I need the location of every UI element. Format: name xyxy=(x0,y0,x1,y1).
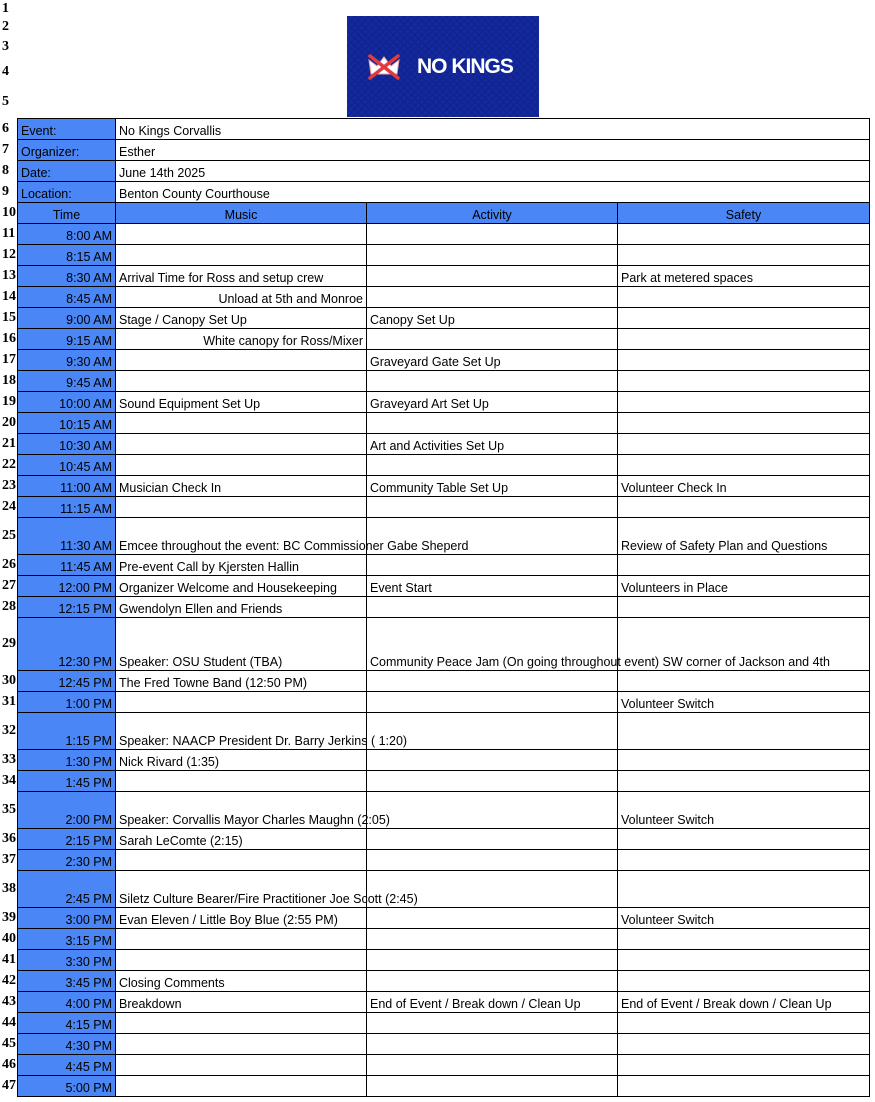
safety-cell[interactable] xyxy=(618,750,870,771)
activity-cell[interactable] xyxy=(367,692,618,713)
activity-cell[interactable] xyxy=(367,266,618,287)
music-cell[interactable] xyxy=(116,1055,367,1076)
time-cell[interactable]: 1:30 PM xyxy=(18,750,116,771)
info-row xyxy=(18,119,870,140)
music-cell[interactable]: Speaker: NAACP President Dr. Barry Jerkins ( 1:20) xyxy=(116,713,367,750)
music-cell[interactable]: Sound Equipment Set Up xyxy=(116,392,367,413)
time-cell[interactable]: 9:30 AM xyxy=(18,350,116,371)
time-cell[interactable]: 11:30 AM xyxy=(18,518,116,555)
schedule-row xyxy=(18,597,870,618)
time-cell[interactable]: 3:45 PM xyxy=(18,971,116,992)
activity-cell[interactable] xyxy=(367,371,618,392)
time-cell[interactable]: 1:45 PM xyxy=(18,771,116,792)
schedule-row xyxy=(18,929,870,950)
row-number: 19 xyxy=(2,393,16,409)
row-number: 35 xyxy=(2,801,16,817)
safety-cell[interactable]: End of Event / Break down / Clean Up xyxy=(618,992,870,1013)
schedule-row xyxy=(18,1076,870,1097)
info-value[interactable]: Benton County Courthouse xyxy=(116,182,870,203)
row-number: 14 xyxy=(2,288,16,304)
music-cell[interactable] xyxy=(116,950,367,971)
music-cell[interactable] xyxy=(116,350,367,371)
time-cell[interactable]: 8:15 AM xyxy=(18,245,116,266)
schedule-row xyxy=(18,555,870,576)
column-header-time[interactable]: Time xyxy=(18,203,116,224)
schedule-row xyxy=(18,245,870,266)
time-cell[interactable]: 12:30 PM xyxy=(18,618,116,671)
row-number: 18 xyxy=(2,372,16,388)
safety-cell[interactable] xyxy=(618,371,870,392)
schedule-row xyxy=(18,497,870,518)
time-cell[interactable]: 10:00 AM xyxy=(18,392,116,413)
row-number: 9 xyxy=(2,183,9,199)
schedule-row xyxy=(18,224,870,245)
schedule-row xyxy=(18,992,870,1013)
activity-cell[interactable] xyxy=(367,829,618,850)
time-cell[interactable]: 11:00 AM xyxy=(18,476,116,497)
safety-cell[interactable] xyxy=(618,434,870,455)
time-cell[interactable]: 4:00 PM xyxy=(18,992,116,1013)
schedule-row xyxy=(18,1013,870,1034)
row-number: 7 xyxy=(2,141,9,157)
music-cell[interactable]: Sarah LeComte (2:15) xyxy=(116,829,367,850)
row-number: 6 xyxy=(2,120,9,136)
row-number: 8 xyxy=(2,162,9,178)
music-cell[interactable]: Unload at 5th and Monroe xyxy=(116,287,367,308)
music-cell[interactable] xyxy=(116,771,367,792)
safety-cell[interactable] xyxy=(618,1034,870,1055)
music-cell[interactable]: Nick Rivard (1:35) xyxy=(116,750,367,771)
time-cell[interactable]: 4:45 PM xyxy=(18,1055,116,1076)
safety-cell[interactable] xyxy=(618,497,870,518)
activity-cell[interactable]: End of Event / Break down / Clean Up xyxy=(367,992,618,1013)
schedule-row xyxy=(18,413,870,434)
row-number: 34 xyxy=(2,772,16,788)
time-cell[interactable]: 3:30 PM xyxy=(18,950,116,971)
row-number: 13 xyxy=(2,267,16,283)
row-number: 36 xyxy=(2,830,16,846)
time-cell[interactable]: 10:15 AM xyxy=(18,413,116,434)
row-number: 41 xyxy=(2,951,16,967)
activity-cell[interactable] xyxy=(367,287,618,308)
music-cell[interactable] xyxy=(116,245,367,266)
music-cell[interactable]: Evan Eleven / Little Boy Blue (2:55 PM) xyxy=(116,908,367,929)
row-number: 43 xyxy=(2,993,16,1009)
activity-cell[interactable]: Community Table Set Up xyxy=(367,476,618,497)
music-cell[interactable] xyxy=(116,1076,367,1097)
safety-cell[interactable] xyxy=(618,308,870,329)
time-cell[interactable]: 1:00 PM xyxy=(18,692,116,713)
activity-cell[interactable] xyxy=(367,771,618,792)
safety-cell[interactable] xyxy=(618,971,870,992)
row-number: 4 xyxy=(2,64,9,79)
row-number: 22 xyxy=(2,456,16,472)
time-cell[interactable]: 5:00 PM xyxy=(18,1076,116,1097)
row-number: 26 xyxy=(2,556,16,572)
row-number: 16 xyxy=(2,330,16,346)
row-number: 45 xyxy=(2,1035,16,1051)
schedule-row xyxy=(18,266,870,287)
time-cell[interactable]: 11:45 AM xyxy=(18,555,116,576)
schedule-row xyxy=(18,1055,870,1076)
column-header-activity[interactable]: Activity xyxy=(367,203,618,224)
activity-cell[interactable] xyxy=(367,929,618,950)
info-label[interactable]: Location: xyxy=(18,182,116,203)
music-cell[interactable] xyxy=(116,224,367,245)
schedule-sheet xyxy=(17,118,870,1097)
row-number: 5 xyxy=(2,94,9,109)
music-cell[interactable] xyxy=(116,929,367,950)
safety-cell[interactable] xyxy=(618,245,870,266)
activity-cell[interactable]: Graveyard Art Set Up xyxy=(367,392,618,413)
time-cell[interactable]: 11:15 AM xyxy=(18,497,116,518)
safety-cell[interactable] xyxy=(618,829,870,850)
time-cell[interactable]: 2:30 PM xyxy=(18,850,116,871)
music-cell[interactable]: Siletz Culture Bearer/Fire Practitioner Joe Scott (2:45) xyxy=(116,871,367,908)
schedule-row xyxy=(18,750,870,771)
schedule-row xyxy=(18,308,870,329)
row-number: 12 xyxy=(2,246,16,262)
safety-cell[interactable]: Volunteer Switch xyxy=(618,908,870,929)
safety-cell[interactable] xyxy=(618,1055,870,1076)
activity-cell[interactable]: Community Peace Jam (On going throughout event) SW corner of Jackson and 4th xyxy=(367,618,618,671)
schedule-row xyxy=(18,455,870,476)
info-row xyxy=(18,140,870,161)
row-number: 24 xyxy=(2,498,16,514)
row-number: 37 xyxy=(2,851,16,867)
no-kings-logo xyxy=(347,16,539,117)
activity-cell[interactable] xyxy=(367,224,618,245)
info-label[interactable]: Date: xyxy=(18,161,116,182)
music-cell[interactable]: The Fred Towne Band (12:50 PM) xyxy=(116,671,367,692)
safety-cell[interactable] xyxy=(618,329,870,350)
logo-text: NO KINGS xyxy=(417,55,513,78)
schedule-row xyxy=(18,829,870,850)
activity-cell[interactable] xyxy=(367,497,618,518)
row-number: 23 xyxy=(2,477,16,493)
activity-cell[interactable]: Art and Activities Set Up xyxy=(367,434,618,455)
schedule-row xyxy=(18,350,870,371)
music-cell[interactable] xyxy=(116,434,367,455)
activity-cell[interactable] xyxy=(367,1034,618,1055)
safety-cell[interactable] xyxy=(618,413,870,434)
music-cell[interactable]: Stage / Canopy Set Up xyxy=(116,308,367,329)
music-cell[interactable] xyxy=(116,413,367,434)
time-cell[interactable]: 8:30 AM xyxy=(18,266,116,287)
music-cell[interactable]: Organizer Welcome and Housekeeping xyxy=(116,576,367,597)
music-cell[interactable]: Musician Check In xyxy=(116,476,367,497)
music-cell[interactable]: White canopy for Ross/Mixer xyxy=(116,329,367,350)
schedule-row xyxy=(18,850,870,871)
schedule-row xyxy=(18,576,870,597)
activity-cell[interactable] xyxy=(367,413,618,434)
time-cell[interactable]: 2:45 PM xyxy=(18,871,116,908)
time-cell[interactable]: 2:00 PM xyxy=(18,792,116,829)
row-number: 3 xyxy=(2,39,9,54)
safety-cell[interactable] xyxy=(618,597,870,618)
time-cell[interactable]: 8:45 AM xyxy=(18,287,116,308)
row-number: 31 xyxy=(2,693,16,709)
time-cell[interactable]: 9:15 AM xyxy=(18,329,116,350)
music-cell[interactable]: Speaker: OSU Student (TBA) xyxy=(116,618,367,671)
safety-cell[interactable]: Volunteer Switch xyxy=(618,692,870,713)
info-row xyxy=(18,182,870,203)
music-cell[interactable]: Emcee throughout the event: BC Commissioner Gabe Sheperd xyxy=(116,518,367,555)
safety-cell[interactable] xyxy=(618,1076,870,1097)
activity-cell[interactable] xyxy=(367,1076,618,1097)
row-number: 17 xyxy=(2,351,16,367)
schedule-row xyxy=(18,950,870,971)
row-number: 1 xyxy=(2,0,9,16)
safety-cell[interactable] xyxy=(618,771,870,792)
schedule-row xyxy=(18,771,870,792)
activity-cell[interactable] xyxy=(367,1013,618,1034)
time-cell[interactable]: 4:30 PM xyxy=(18,1034,116,1055)
schedule-row xyxy=(18,476,870,497)
info-value[interactable]: June 14th 2025 xyxy=(116,161,870,182)
info-label[interactable]: Event: xyxy=(18,119,116,140)
safety-cell[interactable] xyxy=(618,392,870,413)
info-row xyxy=(18,161,870,182)
music-cell[interactable] xyxy=(116,1013,367,1034)
schedule-row xyxy=(18,392,870,413)
schedule-row xyxy=(18,713,870,750)
activity-cell[interactable] xyxy=(367,908,618,929)
time-cell[interactable]: 1:15 PM xyxy=(18,713,116,750)
safety-cell[interactable] xyxy=(618,850,870,871)
row-number: 27 xyxy=(2,577,16,593)
activity-cell[interactable] xyxy=(367,850,618,871)
time-cell[interactable]: 10:30 AM xyxy=(18,434,116,455)
music-cell[interactable]: Gwendolyn Ellen and Friends xyxy=(116,597,367,618)
row-number: 44 xyxy=(2,1014,16,1030)
time-cell[interactable]: 9:00 AM xyxy=(18,308,116,329)
row-number: 32 xyxy=(2,722,16,738)
safety-cell[interactable] xyxy=(618,287,870,308)
safety-cell[interactable]: Volunteer Switch xyxy=(618,792,870,829)
schedule-row xyxy=(18,287,870,308)
column-header-safety[interactable]: Safety xyxy=(618,203,870,224)
activity-cell[interactable] xyxy=(367,1055,618,1076)
safety-cell[interactable]: Review of Safety Plan and Questions xyxy=(618,518,870,555)
activity-cell[interactable] xyxy=(367,750,618,771)
schedule-row xyxy=(18,1034,870,1055)
safety-cell[interactable] xyxy=(618,871,870,908)
safety-cell[interactable]: Volunteer Check In xyxy=(618,476,870,497)
row-number: 29 xyxy=(2,635,16,651)
safety-cell[interactable] xyxy=(618,224,870,245)
time-cell[interactable]: 4:15 PM xyxy=(18,1013,116,1034)
safety-cell[interactable] xyxy=(618,671,870,692)
safety-cell[interactable] xyxy=(618,350,870,371)
activity-cell[interactable] xyxy=(367,971,618,992)
schedule-row xyxy=(18,518,870,555)
row-number: 30 xyxy=(2,672,16,688)
safety-cell[interactable]: Park at metered spaces xyxy=(618,266,870,287)
music-cell[interactable] xyxy=(116,1034,367,1055)
schedule-row xyxy=(18,434,870,455)
time-cell[interactable]: 12:45 PM xyxy=(18,671,116,692)
row-number: 40 xyxy=(2,930,16,946)
activity-cell[interactable]: Graveyard Gate Set Up xyxy=(367,350,618,371)
crown-icon xyxy=(367,54,401,80)
safety-cell[interactable] xyxy=(618,555,870,576)
music-cell[interactable]: Closing Comments xyxy=(116,971,367,992)
row-number: 38 xyxy=(2,880,16,896)
row-number: 39 xyxy=(2,909,16,925)
row-number: 15 xyxy=(2,309,16,325)
row-number: 25 xyxy=(2,527,16,543)
schedule-row xyxy=(18,871,870,908)
row-number: 33 xyxy=(2,751,16,767)
time-cell[interactable]: 10:45 AM xyxy=(18,455,116,476)
music-cell[interactable]: Breakdown xyxy=(116,992,367,1013)
schedule-row xyxy=(18,692,870,713)
music-cell[interactable] xyxy=(116,497,367,518)
schedule-row xyxy=(18,971,870,992)
time-cell[interactable]: 8:00 AM xyxy=(18,224,116,245)
time-cell[interactable]: 12:15 PM xyxy=(18,597,116,618)
info-label[interactable]: Organizer: xyxy=(18,140,116,161)
safety-cell[interactable] xyxy=(618,950,870,971)
schedule-row xyxy=(18,671,870,692)
schedule-row xyxy=(18,329,870,350)
activity-cell[interactable] xyxy=(367,950,618,971)
safety-cell[interactable] xyxy=(618,713,870,750)
row-number: 10 xyxy=(2,204,16,220)
activity-cell[interactable] xyxy=(367,792,618,829)
row-number: 28 xyxy=(2,598,16,614)
activity-cell[interactable] xyxy=(367,671,618,692)
activity-cell[interactable] xyxy=(367,455,618,476)
row-number: 21 xyxy=(2,435,16,451)
schedule-row xyxy=(18,908,870,929)
music-cell[interactable] xyxy=(116,692,367,713)
row-number: 2 xyxy=(2,18,9,34)
activity-cell[interactable] xyxy=(367,245,618,266)
music-cell[interactable]: Speaker: Corvallis Mayor Charles Maughn (2:05) xyxy=(116,792,367,829)
activity-cell[interactable]: Canopy Set Up xyxy=(367,308,618,329)
header-row xyxy=(18,203,870,224)
activity-cell[interactable] xyxy=(367,555,618,576)
music-cell[interactable] xyxy=(116,850,367,871)
safety-cell[interactable]: Volunteers in Place xyxy=(618,576,870,597)
activity-cell[interactable]: Event Start xyxy=(367,576,618,597)
time-cell[interactable]: 2:15 PM xyxy=(18,829,116,850)
column-header-music[interactable]: Music xyxy=(116,203,367,224)
schedule-row xyxy=(18,618,870,671)
time-cell[interactable]: 9:45 AM xyxy=(18,371,116,392)
music-cell[interactable]: Pre-event Call by Kjersten Hallin xyxy=(116,555,367,576)
safety-cell[interactable] xyxy=(618,929,870,950)
music-cell[interactable]: Arrival Time for Ross and setup crew xyxy=(116,266,367,287)
activity-cell[interactable] xyxy=(367,597,618,618)
info-value[interactable]: No Kings Corvallis xyxy=(116,119,870,140)
row-number: 46 xyxy=(2,1056,16,1072)
schedule-row xyxy=(18,792,870,829)
time-cell[interactable]: 3:00 PM xyxy=(18,908,116,929)
row-number: 20 xyxy=(2,414,16,430)
music-cell[interactable] xyxy=(116,371,367,392)
activity-cell[interactable] xyxy=(367,329,618,350)
time-cell[interactable]: 12:00 PM xyxy=(18,576,116,597)
music-cell[interactable] xyxy=(116,455,367,476)
safety-cell[interactable] xyxy=(618,1013,870,1034)
time-cell[interactable]: 3:15 PM xyxy=(18,929,116,950)
schedule-row xyxy=(18,371,870,392)
row-number: 42 xyxy=(2,972,16,988)
safety-cell[interactable] xyxy=(618,455,870,476)
row-number: 11 xyxy=(2,225,16,241)
row-number: 47 xyxy=(2,1077,16,1093)
info-value[interactable]: Esther xyxy=(116,140,870,161)
